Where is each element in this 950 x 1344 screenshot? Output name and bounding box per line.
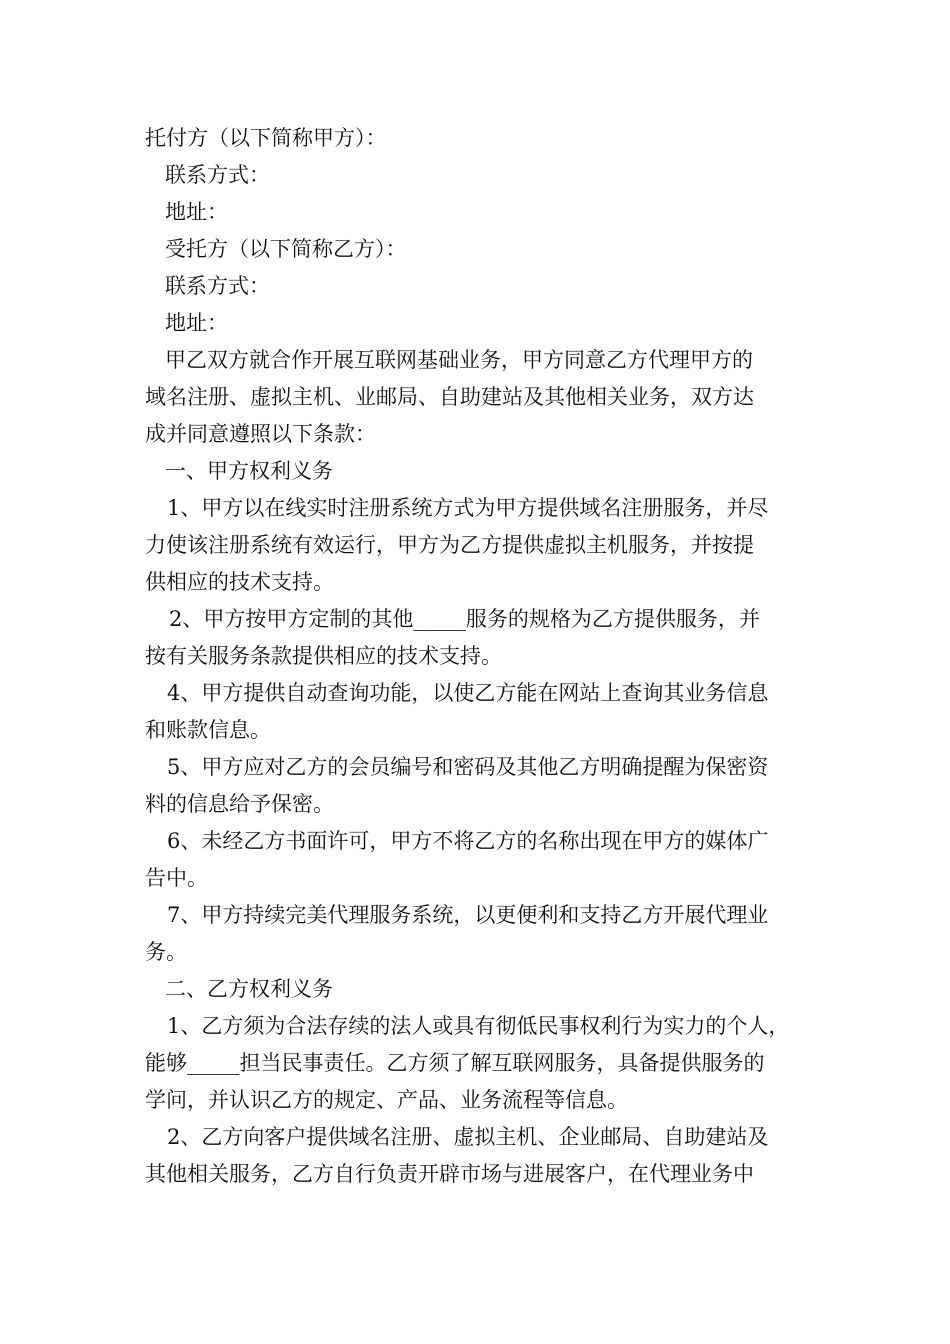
clause-line: 和账款信息。 bbox=[145, 718, 271, 742]
preamble-line: 成并同意遵照以下条款： bbox=[145, 422, 376, 446]
clause-line: 2、甲方按甲方定制的其他_____服务的规格为乙方提供服务，并 bbox=[169, 607, 760, 631]
clause-line: 7、甲方持续完美代理服务系统，以更便利和支持乙方开展代理业 bbox=[167, 903, 769, 927]
agent-party-line: 受托方（以下简称乙方）： bbox=[165, 237, 407, 261]
clause-line: 2、乙方向客户提供域名注册、虚拟主机、企业邮局、自助建站及 bbox=[167, 1125, 769, 1149]
section-heading-party-a: 一、甲方权利义务 bbox=[165, 459, 333, 483]
clause-line: 4、甲方提供自动查询功能，以使乙方能在网站上查询其业务信息 bbox=[167, 681, 769, 705]
clause-line: 力使该注册系统有效运行，甲方为乙方提供虚拟主机服务，并按提 bbox=[145, 533, 754, 557]
agent-contact-line: 联系方式： bbox=[165, 274, 270, 298]
clause-line: 料的信息给予保密。 bbox=[145, 792, 334, 816]
client-contact-line: 联系方式： bbox=[165, 163, 270, 187]
clause-line: 能够_____担当民事责任。乙方须了解互联网服务，具备提供服务的 bbox=[145, 1051, 765, 1075]
clause-line: 务。 bbox=[145, 940, 187, 964]
contract-text bbox=[145, 120, 815, 1193]
preamble-line: 甲乙双方就合作开展互联网基础业务，甲方同意乙方代理甲方的 bbox=[165, 348, 753, 372]
agent-address-line: 地址： bbox=[165, 311, 228, 335]
clause-line: 5、甲方应对乙方的会员编号和密码及其他乙方明确提醒为保密资 bbox=[167, 755, 769, 779]
client-party-line: 托付方（以下简称甲方）： bbox=[145, 126, 387, 150]
client-address-line: 地址： bbox=[165, 200, 228, 224]
clause-line: 其他相关服务，乙方自行负责开辟市场与进展客户，在代理业务中 bbox=[145, 1162, 754, 1186]
clause-line: 1、甲方以在线实时注册系统方式为甲方提供域名注册服务，并尽 bbox=[167, 496, 769, 520]
clause-line: 告中。 bbox=[145, 866, 208, 890]
clause-line: 1、乙方须为合法存续的法人或具有彻低民事权利行为实力的个人， bbox=[167, 1014, 790, 1038]
section-heading-party-b: 二、乙方权利义务 bbox=[165, 977, 333, 1001]
clause-line: 供相应的技术支持。 bbox=[145, 570, 334, 594]
clause-line: 6、未经乙方书面许可，甲方不将乙方的名称出现在甲方的媒体广 bbox=[167, 829, 769, 853]
preamble-line: 域名注册、虚拟主机、业邮局、自助建站及其他相关业务，双方达 bbox=[145, 385, 754, 409]
clause-line: 按有关服务条款提供相应的技术支持。 bbox=[145, 644, 502, 668]
clause-line: 学问，并认识乙方的规定、产品、业务流程等信息。 bbox=[145, 1088, 628, 1112]
